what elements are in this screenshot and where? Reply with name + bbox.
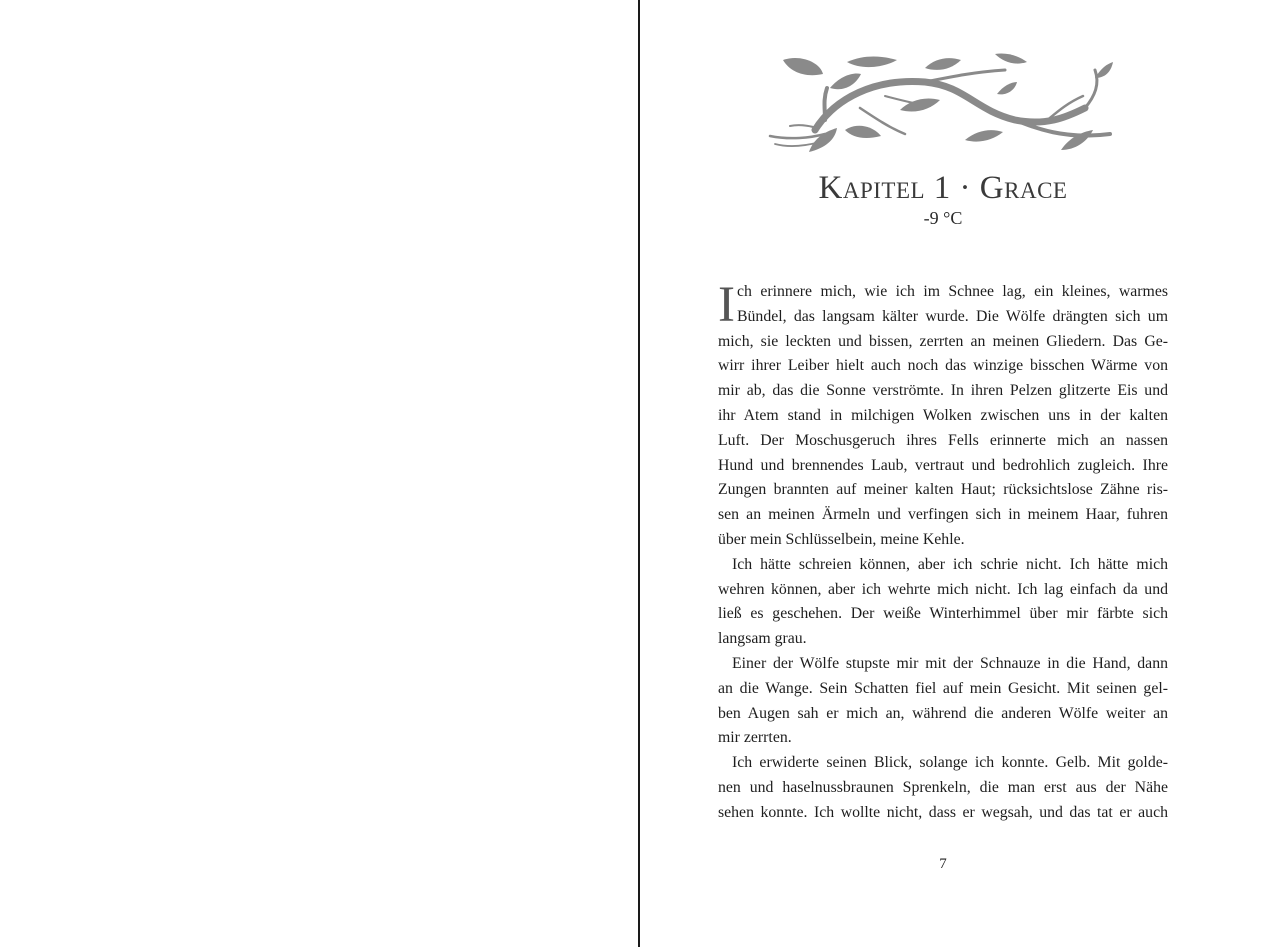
text-line: mir zerrten. [718, 729, 792, 747]
text-line: Luft. Der Moschusgeruch ihres Fells erinnerte mich an nassen [718, 431, 1168, 449]
text-line: mich, sie leckten und bissen, zerrten an meinen Gliedern. Das Ge- [718, 332, 1168, 350]
text-line: Ich erwiderte seinen Blick, solange ich konnte. Gelb. Mit golde- [732, 754, 1168, 772]
text-line: Einer der Wölfe stupste mir mit der Schnauze in die Hand, dann [732, 654, 1168, 672]
text-line: an die Wange. Sein Schatten fiel auf mein Gesicht. Mit seinen gel- [718, 679, 1168, 697]
text-line: über mein Schlüsselbein, meine Kehle. [718, 530, 965, 548]
text-line: ch erinnere mich, wie ich im Schnee lag, ein kleines, warmes [737, 283, 1168, 300]
text-line: ließ es geschehen. Der weiße Winterhimmel über mir färbte sich [718, 605, 1168, 623]
text-line: wirr ihrer Leiber hielt auch noch das winzige bisschen Wärme von [718, 357, 1168, 375]
text-line: Zungen brannten auf meiner kalten Haut; rücksichtslose Zähne ris- [718, 481, 1168, 499]
drop-cap-letter: I [718, 277, 735, 333]
chapter-title: Kapitel 1 · Grace [818, 170, 1068, 206]
text-line: wehren können, aber ich wehrte mich nicht. Ich lag einfach da und [718, 580, 1168, 598]
text-line: ihr Atem stand in milchigen Wolken zwischen uns in der kalten [718, 406, 1168, 424]
chapter-temperature: -9 °C [923, 208, 963, 228]
text-line: sehen konnte. Ich wollte nicht, dass er wegsah, und das tat er auch [718, 803, 1168, 821]
text-line: nen und haselnussbraunen Sprenkeln, die man erst aus der Nähe [718, 778, 1168, 796]
text-line: langsam grau. [718, 630, 807, 648]
chapter-body-text [718, 277, 1168, 826]
text-line: mir ab, das die Sonne verströmte. In ihren Pelzen glitzerte Eis und [718, 382, 1168, 400]
page-number: 7 [939, 856, 947, 872]
text-line: Hund und brennendes Laub, vertraut und bedrohlich zugleich. Ihre [718, 456, 1168, 474]
text-line: ben Augen sah er mich an, während die anderen Wölfe weiter an [718, 704, 1168, 722]
text-line: sen an meinen Ärmeln und verfingen sich in meinem Haar, fuhren [718, 506, 1168, 524]
text-line: Bündel, das langsam kälter wurde. Die Wölfe drängten sich um [737, 307, 1168, 325]
leafy-branch-icon [765, 48, 1125, 158]
text-line: Ich hätte schreien können, aber ich schrie nicht. Ich hätte mich [732, 555, 1168, 573]
